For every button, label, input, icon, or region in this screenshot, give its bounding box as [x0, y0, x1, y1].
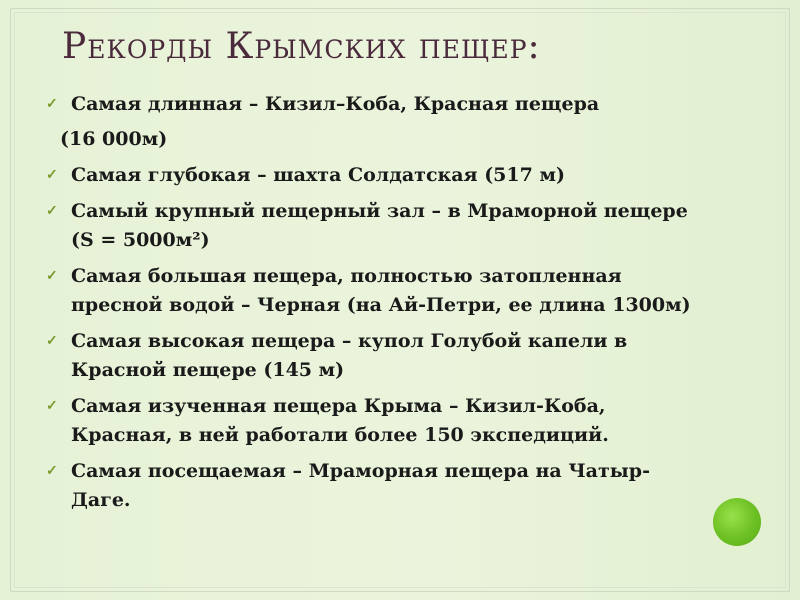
slide-title: Рекорды Крымских пещер:	[62, 26, 541, 67]
checkmark-icon: ✓	[46, 398, 58, 414]
list-item-line: Красной пещере (145 м)	[71, 359, 345, 381]
list-item	[46, 90, 766, 119]
list-item-line: Самая посещаемая – Мраморная пещера на Чатыр-	[71, 460, 650, 482]
list-item-line: Даге.	[71, 489, 131, 511]
list-item-text	[71, 90, 766, 119]
list-item-line: Красная, в ней работали более 150 экспедиций.	[71, 424, 609, 446]
list-item-line: (16 000м)	[60, 128, 168, 150]
list-item-line: Самая высокая пещера – купол Голубой капели в	[71, 330, 628, 352]
list-item-text	[71, 262, 766, 320]
list-item-line: Самый крупный пещерный зал – в Мраморной пещере	[71, 200, 688, 222]
list-item-text	[60, 125, 766, 154]
checkmark-icon: ✓	[46, 268, 58, 284]
list-item-text	[71, 161, 766, 190]
list-item-text	[71, 197, 766, 255]
list-item	[46, 392, 766, 450]
list-item	[46, 197, 766, 255]
bullet-list	[46, 90, 766, 515]
list-item-text	[71, 392, 766, 450]
list-item-line: пресной водой – Черная (на Ай-Петри, ее длина 1300м)	[71, 294, 691, 316]
list-item-line: (S = 5000м²)	[71, 229, 210, 251]
checkmark-icon: ✓	[46, 463, 58, 479]
list-item-line: Самая изученная пещера Крыма – Кизил-Коба,	[71, 395, 606, 417]
list-item	[46, 457, 766, 515]
list-item-line: Самая большая пещера, полностью затопленная	[71, 265, 622, 287]
list-item	[46, 161, 766, 190]
checkmark-icon: ✓	[46, 167, 58, 183]
list-item	[46, 327, 766, 385]
list-item-text	[71, 327, 766, 385]
list-item-text	[71, 457, 766, 515]
list-item-line: Самая длинная – Кизил–Коба, Красная пещера	[71, 93, 600, 115]
checkmark-icon: ✓	[46, 203, 58, 219]
checkmark-icon: ✓	[46, 96, 58, 112]
list-item-continuation	[46, 125, 766, 154]
checkmark-icon: ✓	[46, 333, 58, 349]
list-item	[46, 262, 766, 320]
green-circle-decoration	[713, 498, 761, 546]
list-item-line: Самая глубокая – шахта Солдатская (517 м)	[71, 164, 565, 186]
